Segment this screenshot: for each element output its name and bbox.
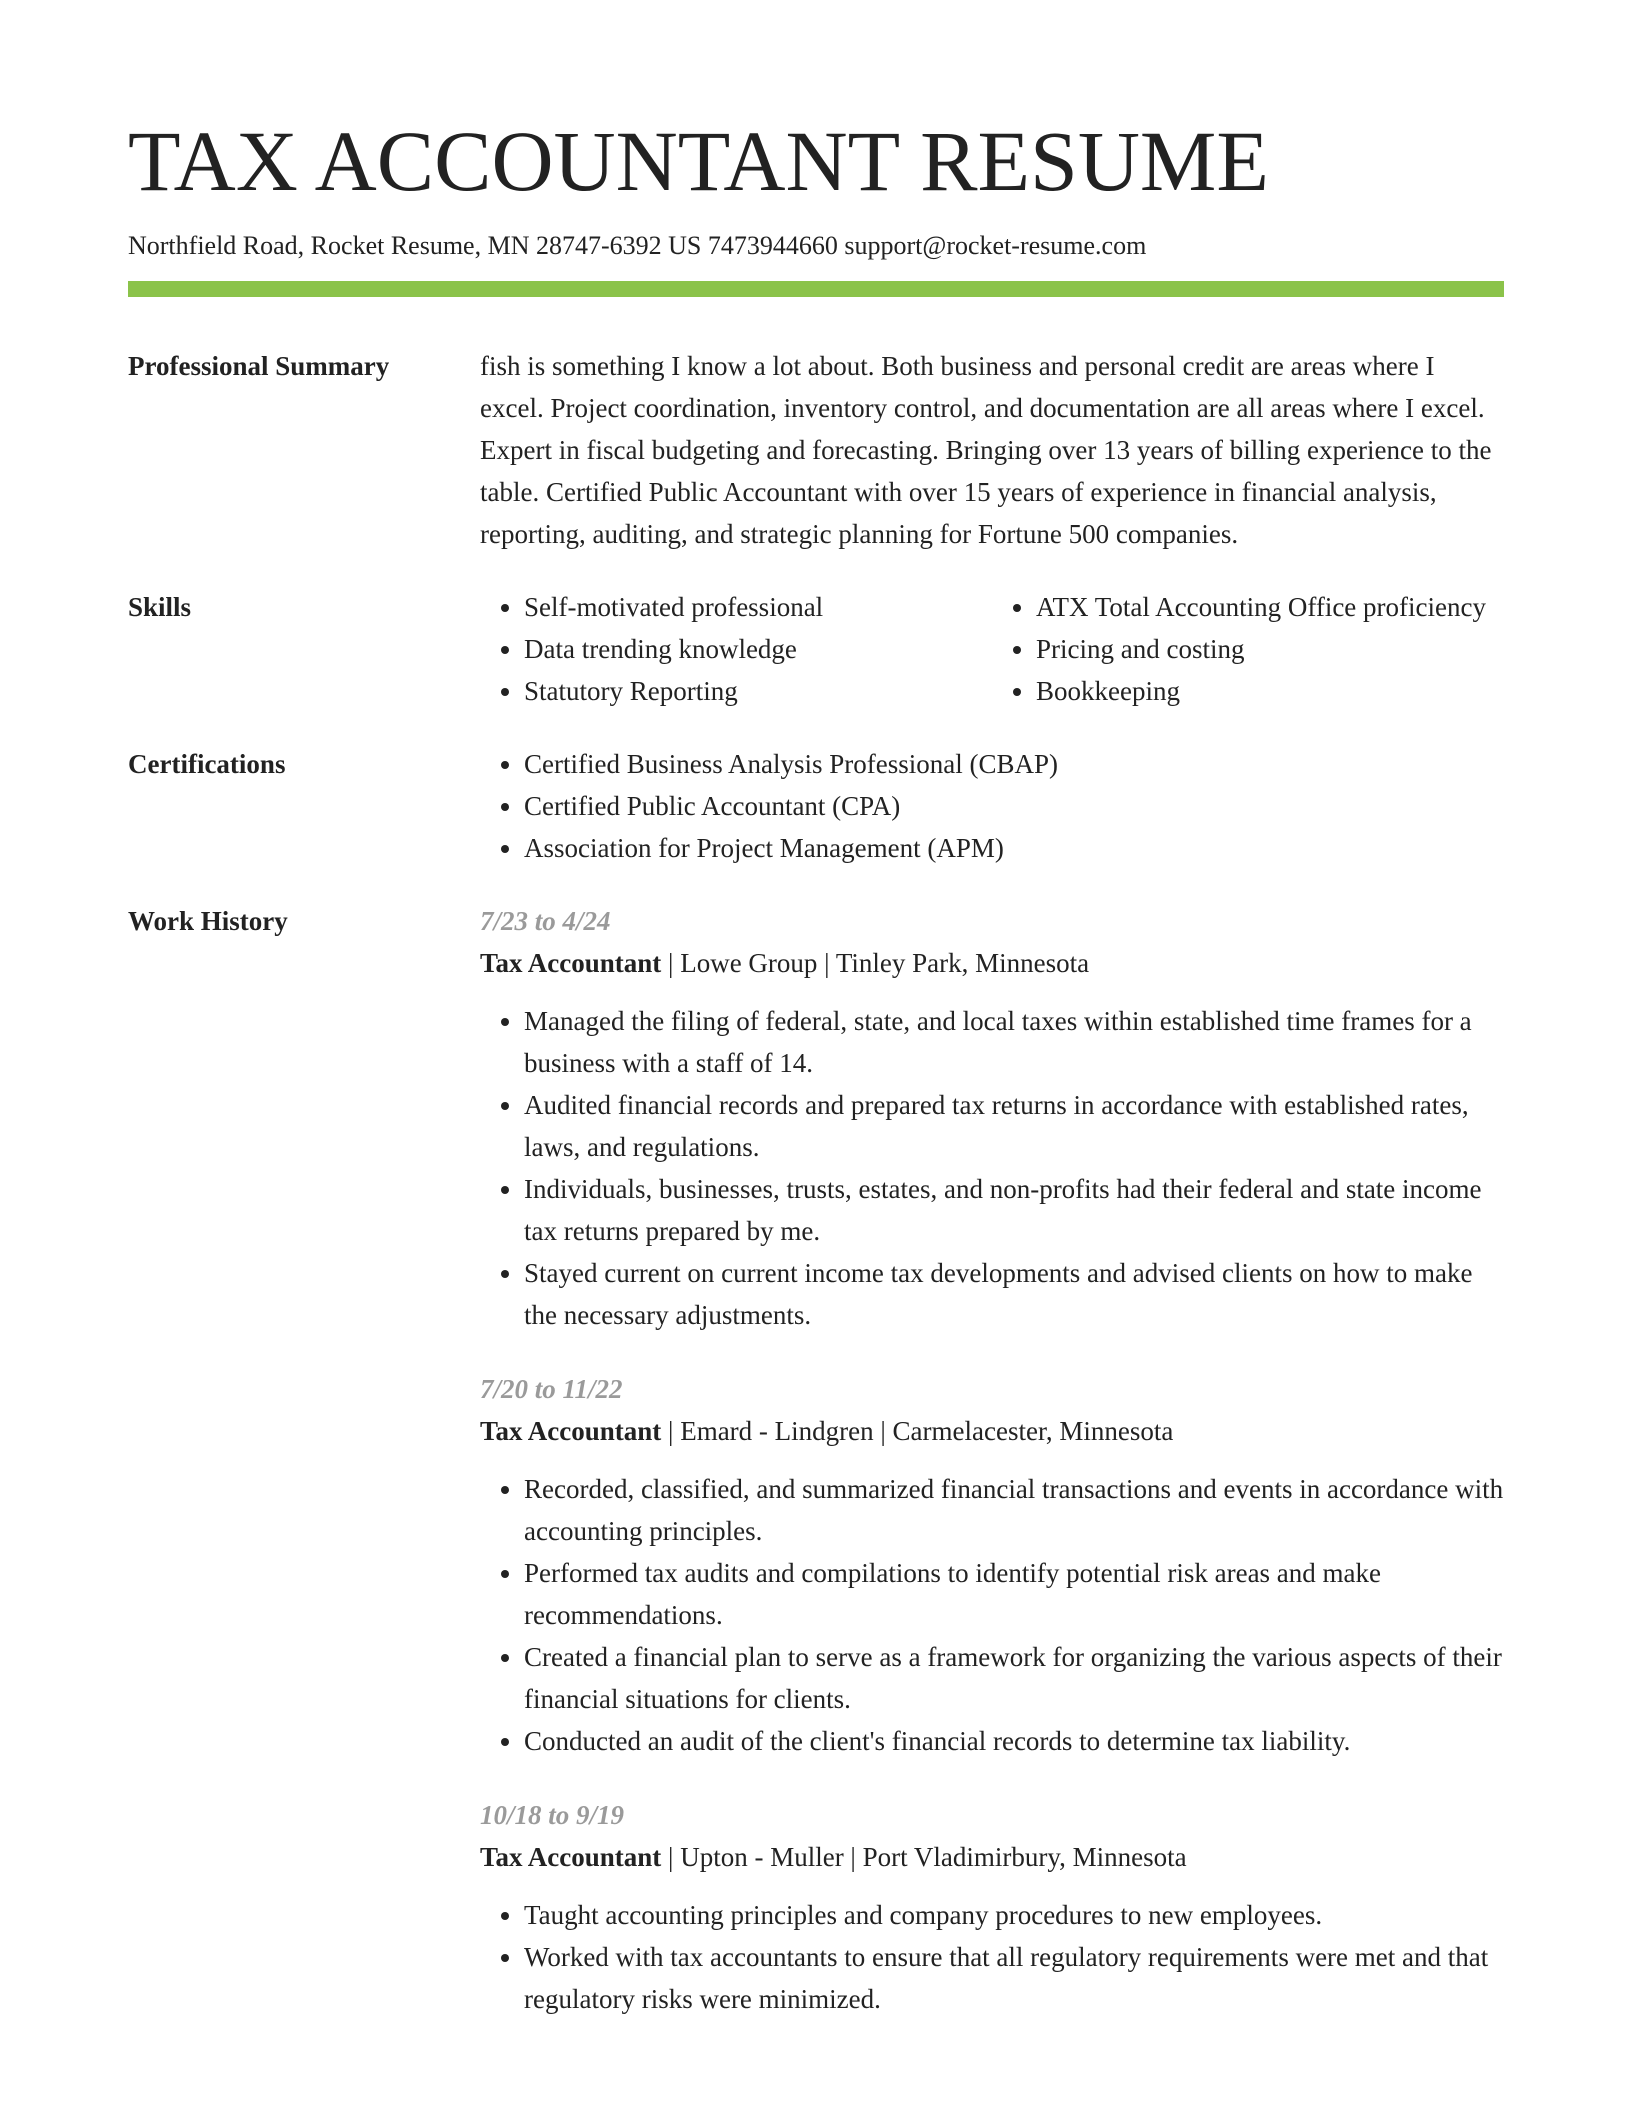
job-bullet: • Recorded, classified, and summarized financial transactions and events in accordance with accounting principles. xyxy=(524,1468,1504,1552)
certification-item: • Association for Project Management (APM) xyxy=(524,827,1504,869)
skill-item: • Self-motivated professional xyxy=(524,586,992,628)
contact-line: Northfield Road, Rocket Resume, MN 28747-6392 US 7473944660 support@rocket-resume.com xyxy=(128,231,1147,260)
job-heading xyxy=(480,1410,1504,1452)
skill-item: • ATX Total Accounting Office proficiency xyxy=(1036,586,1504,628)
certifications-list xyxy=(480,743,1504,869)
job-details: | Emard - Lindgren | Carmelacester, Minnesota xyxy=(661,1416,1174,1447)
skills-list-right xyxy=(992,586,1504,712)
page-title: TAX ACCOUNTANT RESUME xyxy=(128,113,1269,209)
job-dates: 10/18 to 9/19 xyxy=(480,1800,625,1831)
job-dates: 7/23 to 4/24 xyxy=(480,906,611,937)
summary-section xyxy=(128,345,1504,555)
job-bullet: • Conducted an audit of the client's financial records to determine tax liability. xyxy=(524,1720,1504,1762)
job-bullets xyxy=(480,1000,1504,1336)
job-heading xyxy=(480,1836,1504,1878)
job-bullet: • Managed the filing of federal, state, and local taxes within established time frames for a business with a staff of 14. xyxy=(524,1000,1504,1084)
skills-list-left xyxy=(480,586,992,712)
certifications-section xyxy=(128,743,1504,869)
skill-item: • Data trending knowledge xyxy=(524,628,992,670)
job-details: | Lowe Group | Tinley Park, Minnesota xyxy=(661,948,1090,979)
job-bullet: • Audited financial records and prepared tax returns in accordance with established rates, laws, and regulations. xyxy=(524,1084,1504,1168)
resume xyxy=(128,113,1504,2020)
job-heading xyxy=(480,942,1504,984)
job-dates: 7/20 to 11/22 xyxy=(480,1374,623,1405)
job-bullet: • Performed tax audits and compilations to identify potential risk areas and make recommendations. xyxy=(524,1552,1504,1636)
job-title: Tax Accountant xyxy=(480,1416,662,1447)
section-label-certifications: Certifications xyxy=(128,749,286,780)
section-label-summary: Professional Summary xyxy=(128,351,390,382)
accent-divider xyxy=(128,281,1504,297)
job-bullets xyxy=(480,1894,1504,2020)
job-bullet: • Individuals, businesses, trusts, estates, and non-profits had their federal and state income tax returns prepared by me. xyxy=(524,1168,1504,1252)
job-entry xyxy=(480,900,1504,1336)
summary-text: fish is something I know a lot about. Both business and personal credit are areas where I excel. Project coordination, inventory control, and documentation are all areas where I excel. Expert in fiscal budgeting and forecasting. Bringing over 13 years of billing experience to the table. Certified Public Accountant with over 15 years of experience in financial analysis, reporting, auditing, and strategic planning for Fortune 500 companies. xyxy=(480,351,1492,550)
certification-item: • Certified Public Accountant (CPA) xyxy=(524,785,1504,827)
skill-item: • Pricing and costing xyxy=(1036,628,1504,670)
job-title: Tax Accountant xyxy=(480,948,662,979)
job-bullet: • Taught accounting principles and company procedures to new employees. xyxy=(524,1894,1504,1936)
section-label-work-history: Work History xyxy=(128,906,288,937)
job-bullet: • Created a financial plan to serve as a framework for organizing the various aspects of their financial situations for clients. xyxy=(524,1636,1504,1720)
skill-item: • Bookkeeping xyxy=(1036,670,1504,712)
job-entry xyxy=(480,1794,1504,2020)
work-history-section xyxy=(128,900,1504,2020)
skills-section xyxy=(128,586,1504,712)
section-label-skills: Skills xyxy=(128,592,192,623)
certification-item: • Certified Business Analysis Professional (CBAP) xyxy=(524,743,1504,785)
job-bullets xyxy=(480,1468,1504,1762)
job-details: | Upton - Muller | Port Vladimirbury, Minnesota xyxy=(661,1842,1187,1873)
skill-item: • Statutory Reporting xyxy=(524,670,992,712)
job-bullet: • Worked with tax accountants to ensure that all regulatory requirements were met and that regulatory risks were minimized. xyxy=(524,1936,1504,2020)
job-bullet: • Stayed current on current income tax developments and advised clients on how to make the necessary adjustments. xyxy=(524,1252,1504,1336)
job-entry xyxy=(480,1368,1504,1762)
job-title: Tax Accountant xyxy=(480,1842,662,1873)
